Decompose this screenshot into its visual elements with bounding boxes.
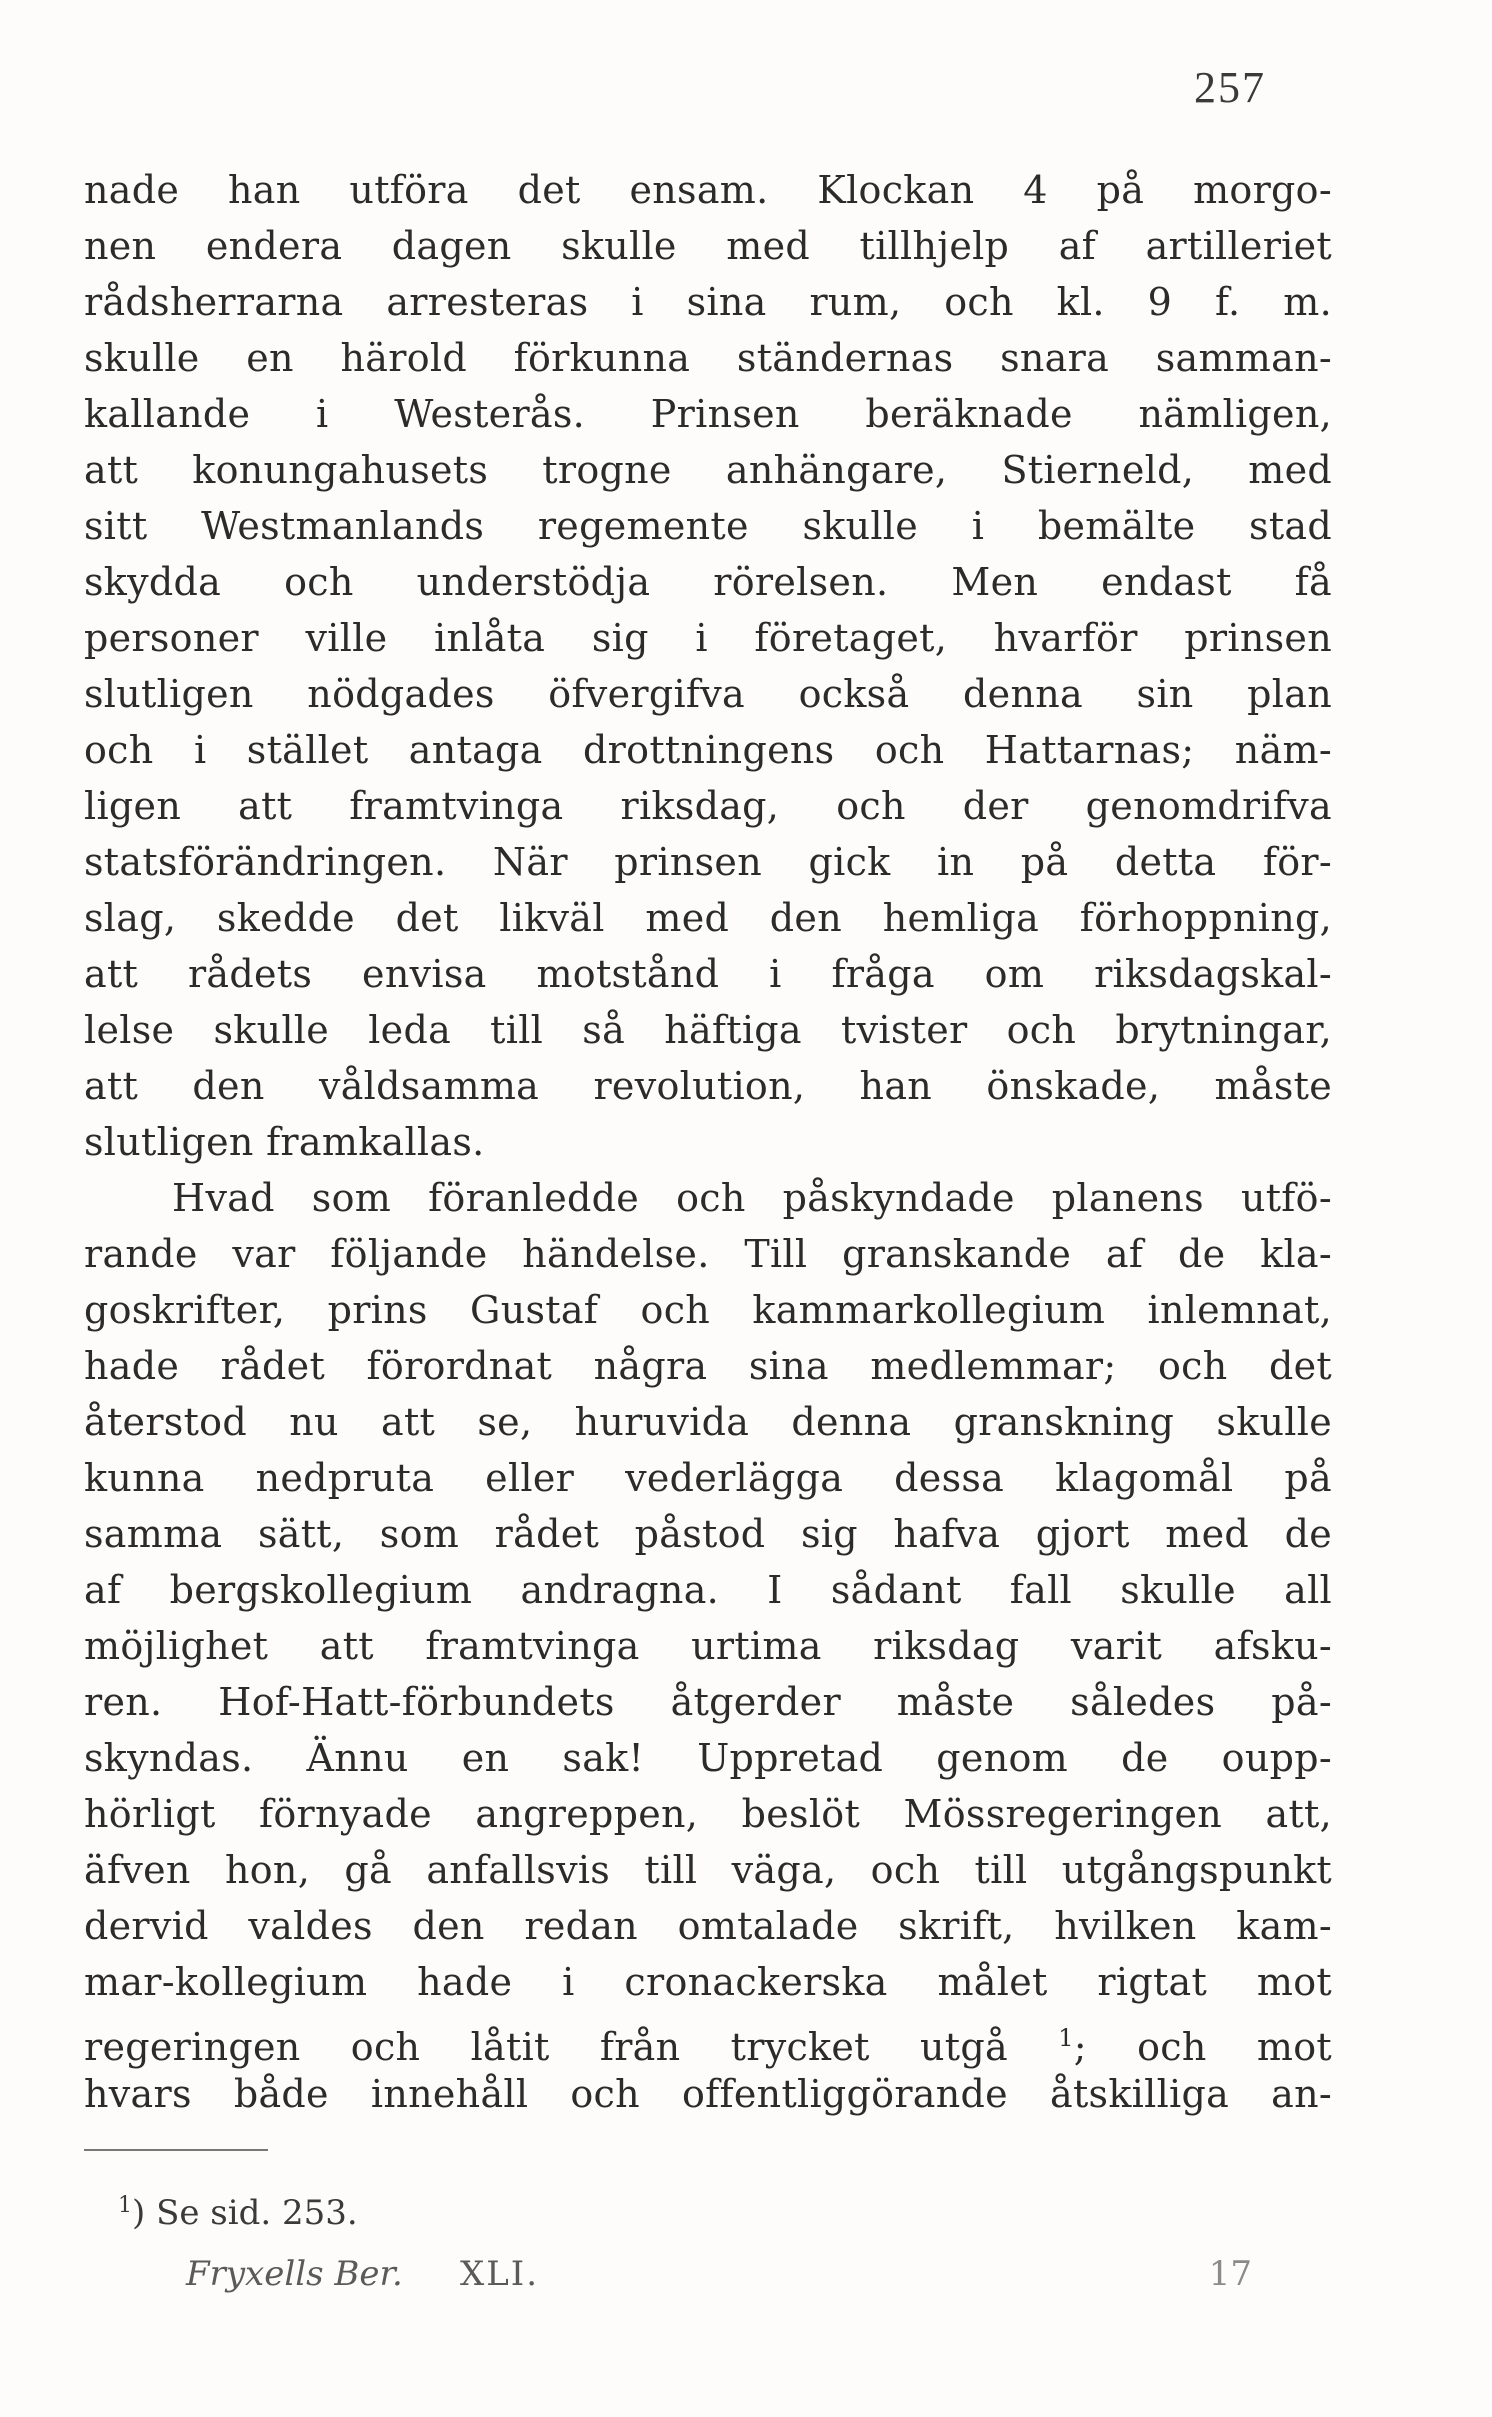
text-line: lelse skulle leda till så häftiga tvister och brytningar,: [84, 1008, 1332, 1052]
text-line: att rådets envisa motstånd i fråga om riksdagskal-: [84, 952, 1332, 996]
text-line: goskrifter, prins Gustaf och kammarkollegium inlemnat,: [84, 1288, 1332, 1332]
text-line-tail: ; och mot: [1073, 2025, 1332, 2069]
text-line: slutligen framkallas.: [84, 1120, 485, 1164]
text-line: slutligen nödgades öfvergifva också denna sin plan: [84, 672, 1332, 716]
text-line: nen endera dagen skulle med tillhjelp af artilleriet: [84, 224, 1332, 268]
text-line: återstod nu att se, huruvida denna granskning skulle: [84, 1400, 1332, 1444]
text-line: Hvad som föranledde och påskyndade planens utfö-: [172, 1176, 1332, 1220]
body-text: [84, 162, 1332, 2122]
text-line-head: regeringen och låtit från trycket utgå: [84, 2025, 1008, 2069]
text-line: samma sätt, som rådet påstod sig hafva gjort med de: [84, 1512, 1332, 1556]
text-line: kallande i Westerås. Prinsen beräknade nämligen,: [84, 392, 1332, 436]
text-line: sitt Westmanlands regemente skulle i bemälte stad: [84, 504, 1332, 548]
text-line: hvars både innehåll och offentliggörande åtskilliga an-: [84, 2072, 1332, 2116]
text-line: skulle en härold förkunna ständernas snara samman-: [84, 336, 1332, 380]
text-line: statsförändringen. När prinsen gick in på detta för-: [84, 840, 1332, 884]
signature-sheet-number: 17: [1208, 2254, 1252, 2294]
text-line: rande var följande händelse. Till granskande af de kla-: [84, 1232, 1332, 1276]
text-line: skyndas. Ännu en sak! Uppretad genom de oupp-: [84, 1736, 1332, 1780]
text-line: dervid valdes den redan omtalade skrift, hvilken kam-: [84, 1904, 1332, 1948]
page-number: 257: [1194, 63, 1266, 112]
footnote: [118, 2186, 358, 2233]
text-line: af bergskollegium andragna. I sådant fall skulle all: [84, 1568, 1332, 1612]
footnote-text: ) Se sid. 253.: [132, 2193, 358, 2233]
text-line: ligen att framtvinga riksdag, och der genomdrifva: [84, 784, 1332, 828]
text-line: hörligt förnyade angreppen, beslöt Mössregeringen att,: [84, 1792, 1332, 1836]
text-line: skydda och understödja rörelsen. Men endast få: [84, 560, 1332, 604]
signature-book-title: Fryxells Ber.: [186, 2254, 403, 2294]
text-line: rådsherrarna arresteras i sina rum, och kl. 9 f. m.: [84, 280, 1332, 324]
text-line: mar-kollegium hade i cronackerska målet rigtat mot: [84, 1960, 1332, 2004]
text-line: och i stället antaga drottningens och Hattarnas; näm-: [84, 728, 1332, 772]
text-line: att den våldsamma revolution, han önskade, måste: [84, 1064, 1332, 1108]
text-line: att konungahusets trogne anhängare, Stierneld, med: [84, 448, 1332, 492]
text-line: nade han utföra det ensam. Klockan 4 på morgo-: [84, 168, 1332, 212]
text-line: personer ville inlåta sig i företaget, hvarför prinsen: [84, 616, 1332, 660]
text-line-with-footnote-ref: [84, 2010, 1332, 2069]
text-line: kunna nedpruta eller vederlägga dessa klagomål på: [84, 1456, 1332, 1500]
text-line: möjlighet att framtvinga urtima riksdag varit afsku-: [84, 1624, 1332, 1668]
text-line: slag, skedde det likväl med den hemliga förhoppning,: [84, 896, 1332, 940]
text-line: äfven hon, gå anfallsvis till väga, och till utgångspunkt: [84, 1848, 1332, 1892]
footnote-reference: 1: [1058, 2024, 1074, 2052]
footnote-marker: 1: [118, 2193, 132, 2218]
text-line: ren. Hof-Hatt-förbundets åtgerder måste således på-: [84, 1680, 1332, 1724]
footnote-divider: [84, 2149, 268, 2151]
text-line: hade rådet förordnat några sina medlemmar; och det: [84, 1344, 1332, 1388]
signature-volume: XLI.: [460, 2254, 540, 2294]
